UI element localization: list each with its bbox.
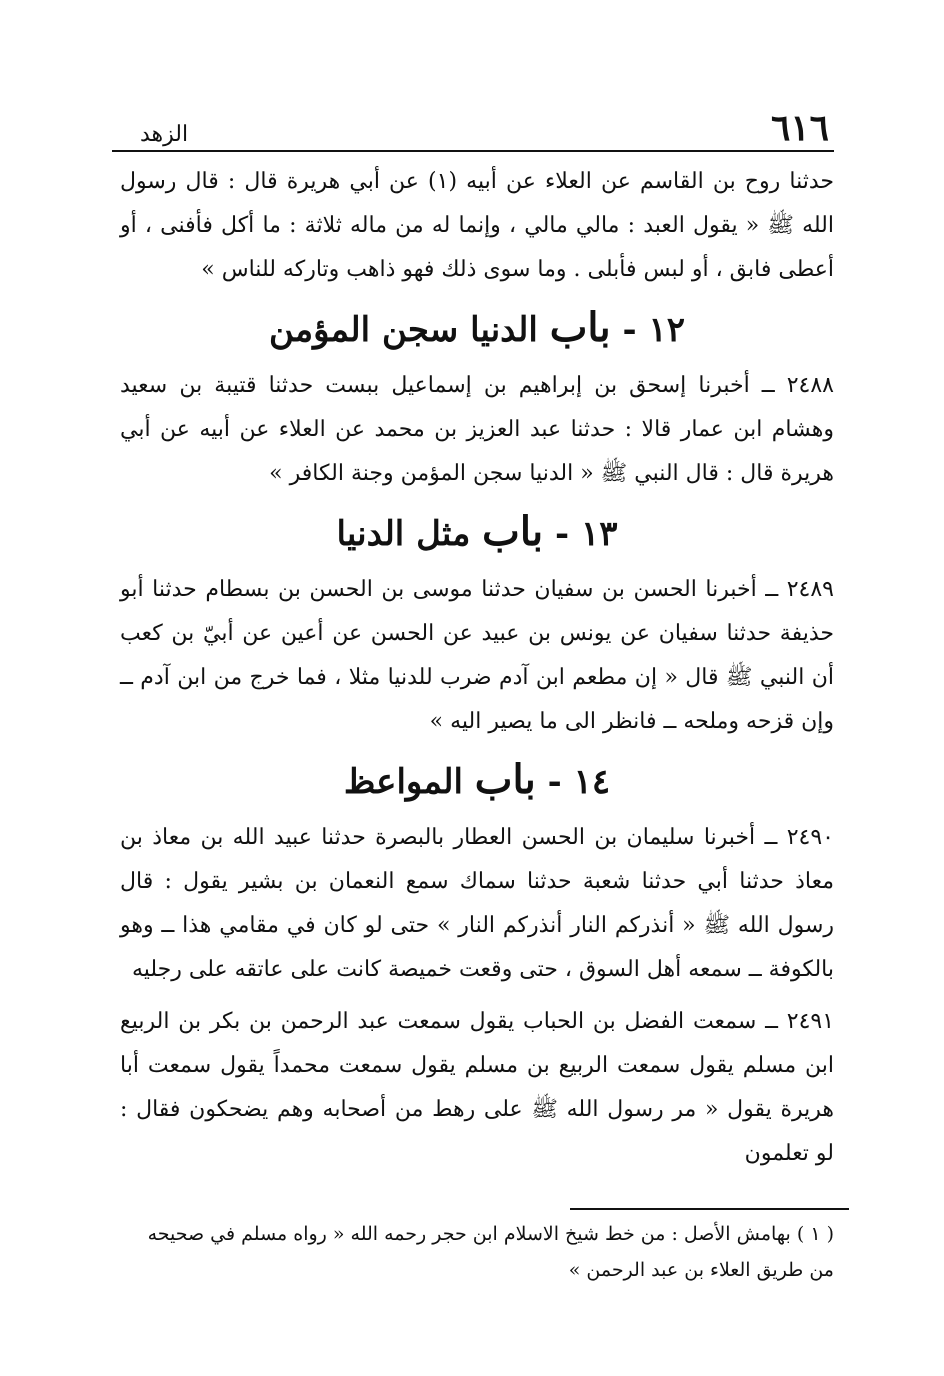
hadith-2491: ٢٤٩١ ــ سمعت الفضل بن الحباب يقول سمعت عبد الرحمن بن بكر بن الربيع ابن مسلم يقول سمعت الربيع بن مسلم يقول سمعت محمداً يقول سمعت أبا هريرة يقول « مر رسول الله ﷺ على رهط من أصحابه وهم يضحكون فقال : لو تعلمون: [120, 1009, 835, 1166]
page-number: ٦١٦: [770, 107, 829, 149]
hadith-2490: ٢٤٩٠ ــ أخبرنا سليمان بن الحسن العطار بالبصرة حدثنا عبيد الله بن معاذ بن معاذ حدثنا أبي حدثنا شعبة حدثنا سماك سمع النعمان بن بشير يقول : قال رسول الله ﷺ « أنذركم النار أنذركم النار » حتى لو كان في مقامي هذا ــ وهو بالكوفة ــ سمعه أهل السوق ، حتى وقعت خميصة كانت على عاتقه على رجليه: [120, 825, 834, 982]
chapter-number: ١٣ -: [554, 514, 618, 554]
page-body: [120, 160, 834, 1176]
hadith-paragraph: حدثنا روح بن القاسم عن العلاء عن أبيه (١) عن أبي هريرة قال : قال رسول الله ﷺ « يقول العبد : مالي مالي ، وإنما له من ماله ثلاثة : ما أكل فأفنى ، أو أعطى فابق ، أو لبس فأبلى . وما سوى ذلك فهو ذاهب وتاركه للناس »: [120, 169, 834, 282]
header-rule: [112, 150, 834, 152]
chapter-heading-12: [120, 300, 834, 358]
chapter-number: ١٢ -: [622, 310, 685, 350]
chapter-title: المواعظ: [343, 762, 463, 802]
footnote: ( ١ ) بهامش الأصل : من خط شيخ الاسلام ابن حجر رحمه الله « رواه مسلم في صحيحه من طريق العلاء بن عبد الرحمن »: [147, 1223, 834, 1281]
chapter-heading-13: [120, 504, 834, 562]
chapter-number: ١٤ -: [547, 762, 611, 802]
chapter-title: مثل الدنيا: [336, 514, 471, 554]
chapter-bab: باب: [549, 304, 611, 351]
running-title: الزهد: [140, 122, 189, 147]
chapter-bab: باب: [482, 508, 544, 555]
chapter-bab: باب: [474, 756, 536, 803]
hadith-2489: ٢٤٨٩ ــ أخبرنا الحسن بن سفيان حدثنا موسى بن الحسن بن بسطام حدثنا أبو حذيفة حدثنا سفيان عن يونس بن عبيد عن الحسن عن أعين عن أبيّ بن كعب أن النبي ﷺ قال « إن مطعم ابن آدم ضرب للدنيا مثلا ، فما خرج من ابن آدم ــ وإن قزحه وملحه ــ فانظر الى ما يصير اليه »: [120, 577, 834, 734]
running-head: [140, 96, 829, 149]
chapter-title: الدنيا سجن المؤمن: [268, 310, 538, 350]
chapter-heading-14: [120, 752, 834, 810]
footnote-rule: [570, 1208, 849, 1210]
hadith-2488: ٢٤٨٨ ــ أخبرنا إسحق بن إبراهيم بن إسماعيل ببست حدثنا قتيبة بن سعيد وهشام ابن عمار قالا : حدثنا عبد العزيز بن محمد عن العلاء عن أبيه عن أبي هريرة قال : قال النبي ﷺ « الدنيا سجن المؤمن وجنة الكافر »: [120, 373, 834, 486]
